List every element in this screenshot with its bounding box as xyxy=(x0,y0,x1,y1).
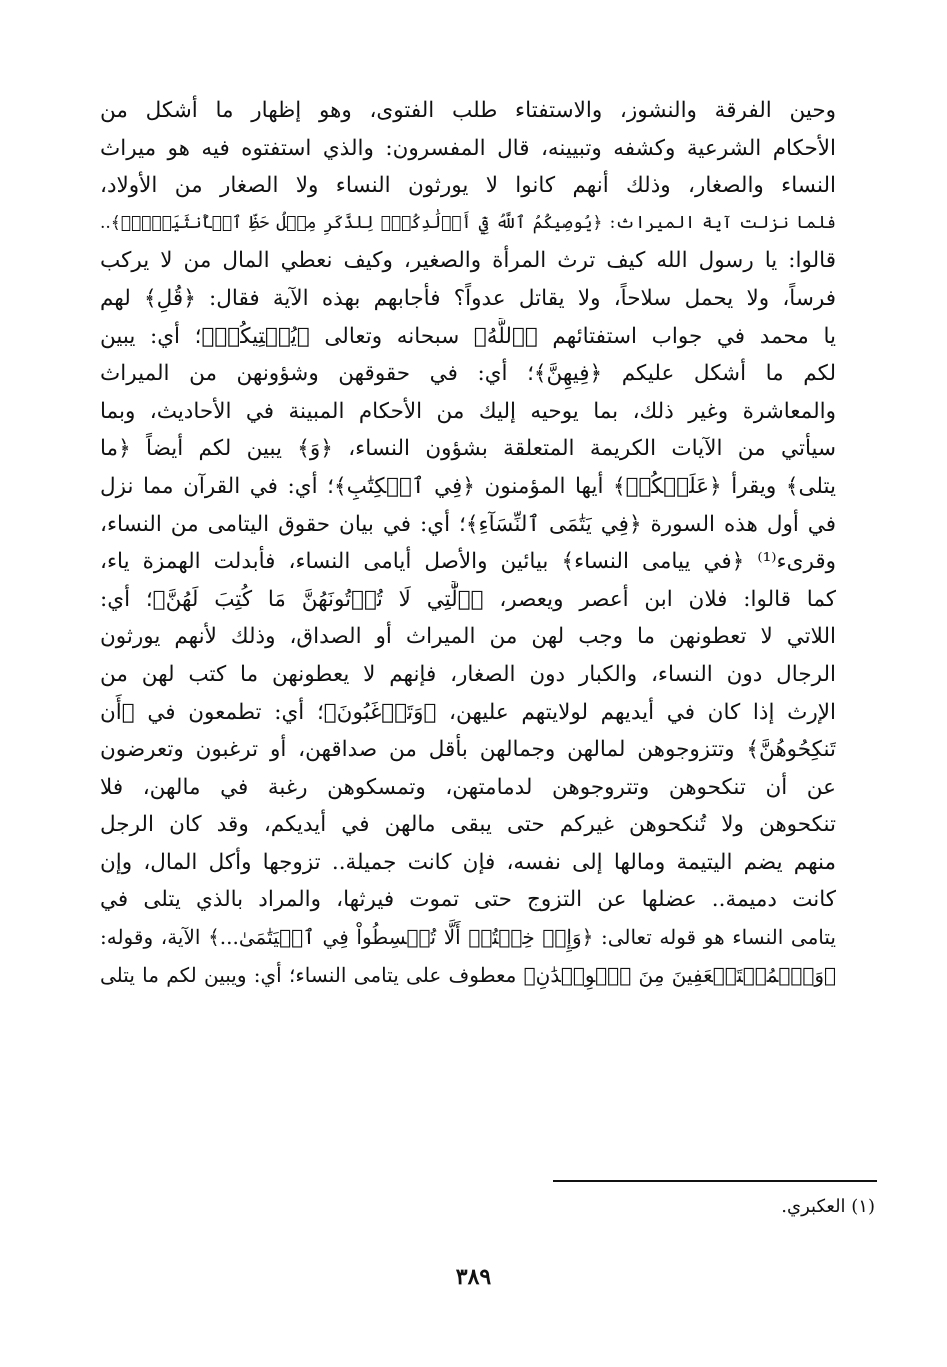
text-line-7: يا محمد في جواب استفتائهم ﴿ٱللَّهُ﴾ سبحانه وتعالى ﴿يُفۡتِيكُمۡ﴾؛ أي: يبين xyxy=(100,323,836,349)
text-line-17: الإرث إذا كان في أيديهم لولايتهم عليهن، ﴿وَتَرۡغَبُونَ﴾؛ أي: تطمعون في ﴿أَن xyxy=(100,699,836,725)
text-line-12: في أول هذه السورة ﴿فِي يَتَٰمَى ٱلنِّسَآءِ﴾؛ أي: في بيان حقوق اليتامى من النساء، xyxy=(100,511,836,537)
page-number: ٣٨٩ xyxy=(455,1264,492,1290)
text-line-2: الأحكام الشرعية وكشفه وتبيينه، قال المفسرون: والذي استفتوه فيه هو ميراث xyxy=(100,135,836,161)
text-line-23: يتامى النساء هو قوله تعالى: ﴿وَإِنۡ خِفۡتُمۡ أَلَّا تُقۡسِطُواْ فِي ٱلۡيَتَٰمَىٰ...﴾ الآية، وقوله: xyxy=(100,925,836,950)
text-line-19: عن أن تنكحوهن وتتروجوهن لدمامتهن، وتمسكوهن رغبة في مالهن، فلا xyxy=(100,774,836,800)
footnote-divider xyxy=(553,1180,877,1182)
text-line-4: فلما نزلت آية الميراث: ﴿يُوصِيكُمُ ٱللَّهُ فِيٓ أَوۡلَٰدِكُمۡۖ لِلذَّكَرِ مِثۡلُ حَظِّ ٱلۡأُنثَيَيۡنِۚ﴾.. xyxy=(100,212,836,233)
text-line-6: فرساً، ولا يحمل سلاحاً، ولا يقاتل عدواً؟ فأجابهم بهذه الآية فقال: ﴿قُلِ﴾ لهم xyxy=(100,285,836,311)
text-line-15: اللاتي لا تعطونهن ما وجب لهن من الميراث أو الصداق، وذلك لأنهم يورثون xyxy=(100,624,836,650)
text-line-16: الرجال دون النساء، والكبار دون الصغار، فإنهم لا يعطونهن ما كتب لهن من xyxy=(100,661,836,687)
text-line-9: والمعاشرة وغير ذلك، بما يوحيه إليك من الأحكام المبينة في الأحاديث، وبما xyxy=(100,398,836,424)
text-line-20: تنكحوهن ولا تُنكحوهن غيركم حتى يبقى مالهن في أيديكم، وقد كان الرجل xyxy=(100,812,836,838)
text-line-3: النساء والصغار، وذلك أنهم كانوا لا يورثون النساء ولا الصغار من الأولاد، xyxy=(100,173,836,199)
text-line-5: قالوا: يا رسول الله كيف ترث المرأة والصغير، وكيف نعطي المال من لا يركب xyxy=(100,248,836,274)
text-line-8: لكم ما أشكل عليكم ﴿فِيهِنَّ﴾؛ أي: في حقوقهن وشؤونهن من الميراث xyxy=(100,361,836,387)
text-line-22: كانت دميمة.. عضلها عن التزوج حتى تموت فيرثها، والمراد بالذي يتلى في xyxy=(100,887,836,913)
text-line-11: يتلى﴾ ويقرأ ﴿عَلَيۡكُمۡ﴾ أيها المؤمنون ﴿فِي ٱلۡكِتَٰبِ﴾؛ أي: في القرآن مما نزل xyxy=(100,473,836,499)
text-line-21: منهم يضم اليتيمة ومالها إلى نفسه، فإن كانت جميلة.. تزوجها وأكل المال، وإن xyxy=(100,849,836,875)
text-line-24: ﴿وَٱلۡمُسۡتَضۡعَفِينَ مِنَ ٱلۡوِلۡدَٰنِ﴾ معطوف على يتامى النساء؛ أي: ويبين لكم ما يتلى xyxy=(100,962,836,987)
body-text xyxy=(100,92,836,994)
text-line-14: كما قالوا: فلان ابن أعصر ويعصر، ﴿ٱلَّٰتِي لَا تُؤۡتُونَهُنَّ مَا كُتِبَ لَهُنَّ﴾؛ أي: xyxy=(100,586,836,612)
text-line-18: تَنكِحُوهُنَّ﴾ وتتزوجوهن لمالهن وجمالهن بأقل من صداقهن، أو ترغبون وتعرضون xyxy=(100,737,836,763)
text-line-1: وحين الفرقة والنشوز، والاستفتاء طلب الفتوى، وهو إظهار ما أشكل من xyxy=(100,98,836,123)
footnote: (١) العكبري. xyxy=(781,1196,875,1217)
text-line-13: وقرىء⁽¹⁾ ﴿في ييامى النساء﴾ بيائين والأصل أيامى النساء، فأبدلت الهمزة ياء، xyxy=(100,549,836,575)
text-line-10: سيأتي من الآيات الكريمة المتعلقة بشؤون النساء، ﴿وَ﴾ يبين لكم أيضاً ﴿ما xyxy=(100,436,836,462)
